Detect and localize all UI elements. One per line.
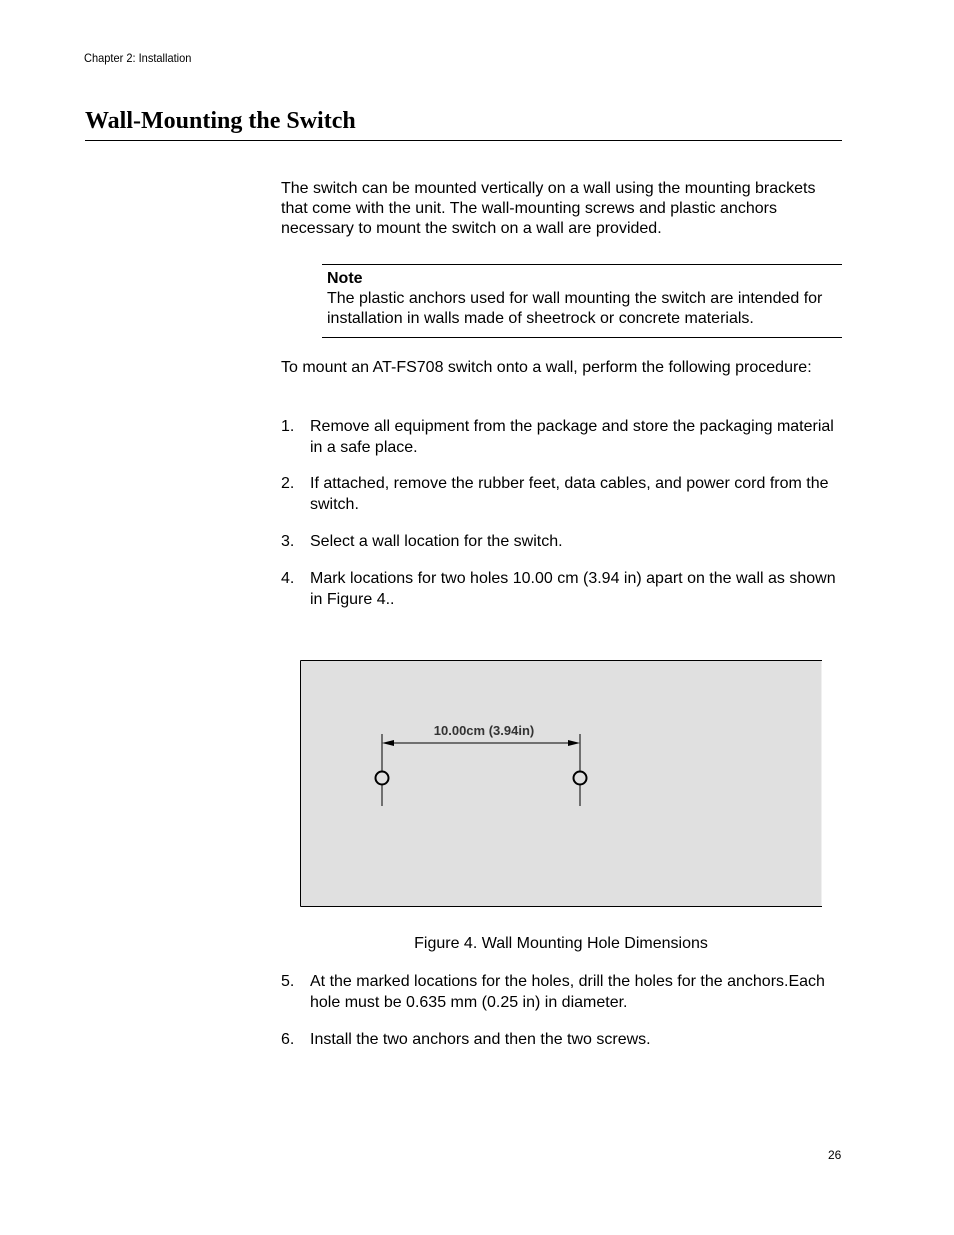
step-text: At the marked locations for the holes, drill the holes for the anchors.Each hole must be 0.635 mm (0.25 in) in diameter. [310, 973, 825, 1011]
intro-paragraph: The switch can be mounted vertically on a wall using the mounting brackets that come with the unit. The wall-mounting screws and plastic anchors necessary to mount the switch on a wall are provided. [281, 180, 816, 237]
step-text: Select a wall location for the switch. [310, 533, 563, 550]
step-number: 5. [281, 973, 295, 990]
hole-diagram [300, 660, 822, 907]
note-text: The plastic anchors used for wall mounting the switch are intended for installation in walls made of sheetrock or concrete materials. [327, 290, 823, 327]
dimension-label: 10.00cm (3.94in) [433, 723, 535, 738]
step-text: Mark locations for two holes 10.00 cm (3.94 in) apart on the wall as shown in Figure 4.. [310, 570, 836, 608]
right-hole-marker [574, 772, 587, 785]
step-number: 3. [281, 533, 295, 550]
step-number: 2. [281, 475, 295, 492]
step-number: 6. [281, 1031, 295, 1048]
step-text: If attached, remove the rubber feet, data cables, and power cord from the switch. [310, 475, 829, 513]
page-title: Wall-Mounting the Switch [85, 108, 356, 134]
step-number: 1. [281, 418, 295, 435]
figure-caption: Figure 4. Wall Mounting Hole Dimensions [414, 935, 708, 952]
step-text: Remove all equipment from the package and store the packaging material in a safe place. [310, 418, 834, 456]
running-header: Chapter 2: Installation [84, 51, 192, 65]
note-heading: Note [327, 270, 363, 287]
title-rule [85, 140, 842, 141]
note-box [322, 264, 842, 338]
step-text: Install the two anchors and then the two screws. [310, 1031, 651, 1048]
page-number: 26 [828, 1148, 842, 1162]
step-number: 4. [281, 570, 295, 587]
procedure-intro: To mount an AT-FS708 switch onto a wall, perform the following procedure: [281, 359, 812, 376]
wall-mounting-figure [300, 660, 822, 907]
left-hole-marker [376, 772, 389, 785]
